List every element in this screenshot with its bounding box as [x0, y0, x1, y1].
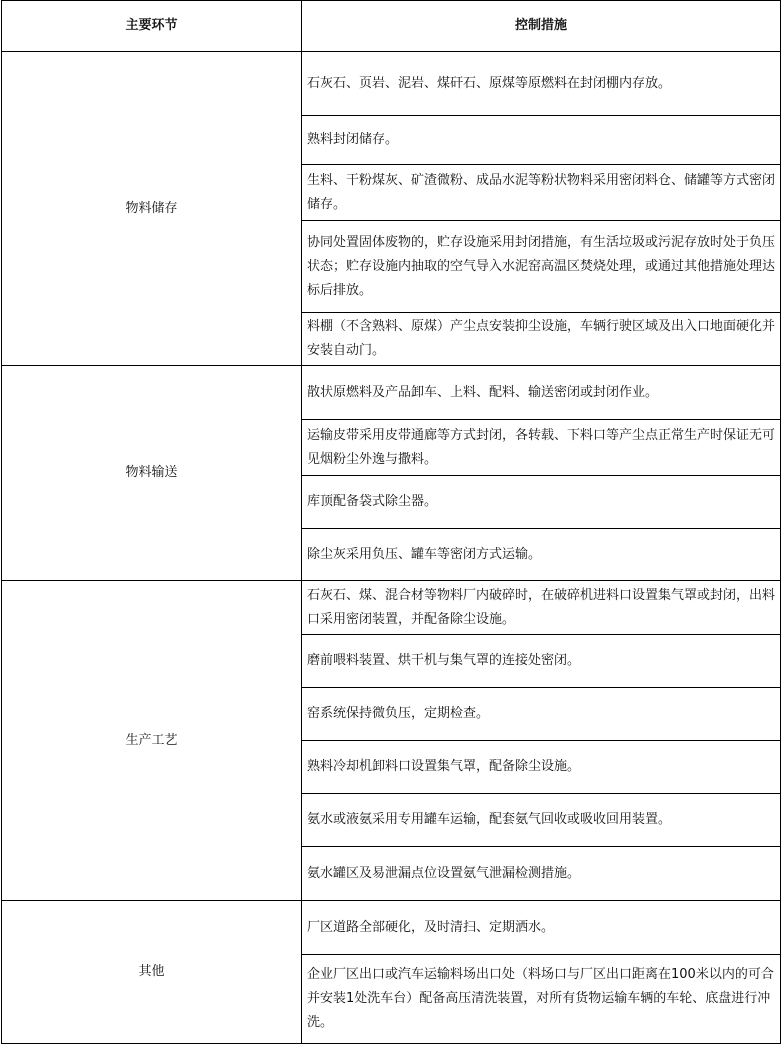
measure-cell: 石灰石、页岩、泥岩、煤矸石、原煤等原燃料在封闭棚内存放。	[302, 52, 781, 116]
category-cell: 其他	[2, 901, 302, 1044]
table-header-row	[2, 1, 781, 52]
measure-cell: 熟料封闭储存。	[302, 116, 781, 165]
measure-cell: 氨水罐区及易泄漏点位设置氨气泄漏检测措施。	[302, 847, 781, 901]
measure-cell: 企业厂区出口或汽车运输料场出口处（料场口与厂区出口距离在100米以内的可合并安装1处洗车台）配备高压清洗装置，对所有货物运输车辆的车轮、底盘进行冲洗。	[302, 955, 781, 1044]
measure-cell: 厂区道路全部硬化，及时清扫、定期洒水。	[302, 901, 781, 955]
measure-cell: 窑系统保持微负压，定期检查。	[302, 688, 781, 741]
measure-cell: 协同处置固体废物的，贮存设施采用封闭措施，有生活垃圾或污泥存放时处于负压状态；贮存设施内抽取的空气导入水泥窑高温区焚烧处理，或通过其他措施处理达标后排放。	[302, 221, 781, 313]
measure-cell: 氨水或液氨采用专用罐车运输，配套氨气回收或吸收回用装置。	[302, 794, 781, 847]
table-row	[2, 901, 781, 955]
measure-cell: 除尘灰采用负压、罐车等密闭方式运输。	[302, 529, 781, 581]
category-cell: 物料储存	[2, 52, 302, 366]
header-control-measures: 控制措施	[302, 1, 781, 52]
measure-cell: 料棚（不含熟料、原煤）产尘点安装抑尘设施，车辆行驶区域及出入口地面硬化并安装自动门。	[302, 313, 781, 366]
measure-cell: 运输皮带采用皮带通廊等方式封闭，各转载、下料口等产尘点正常生产时保证无可见烟粉尘外逸与撒料。	[302, 420, 781, 476]
header-main-stage: 主要环节	[2, 1, 302, 52]
table-row	[2, 581, 781, 635]
control-measures-table	[1, 0, 781, 1044]
measure-cell: 熟料冷却机卸料口设置集气罩，配备除尘设施。	[302, 741, 781, 794]
table-row	[2, 366, 781, 420]
measure-cell: 散状原燃料及产品卸车、上料、配料、输送密闭或封闭作业。	[302, 366, 781, 420]
measure-cell: 生料、干粉煤灰、矿渣微粉、成品水泥等粉状物料采用密闭料仓、储罐等方式密闭储存。	[302, 165, 781, 221]
category-cell: 物料输送	[2, 366, 302, 581]
category-cell: 生产工艺	[2, 581, 302, 901]
measure-cell: 石灰石、煤、混合材等物料厂内破碎时，在破碎机进料口设置集气罩或封闭，出料口采用密闭装置，并配备除尘设施。	[302, 581, 781, 635]
table-row	[2, 52, 781, 116]
measure-cell: 库顶配备袋式除尘器。	[302, 476, 781, 529]
measure-cell: 磨前喂料装置、烘干机与集气罩的连接处密闭。	[302, 635, 781, 688]
